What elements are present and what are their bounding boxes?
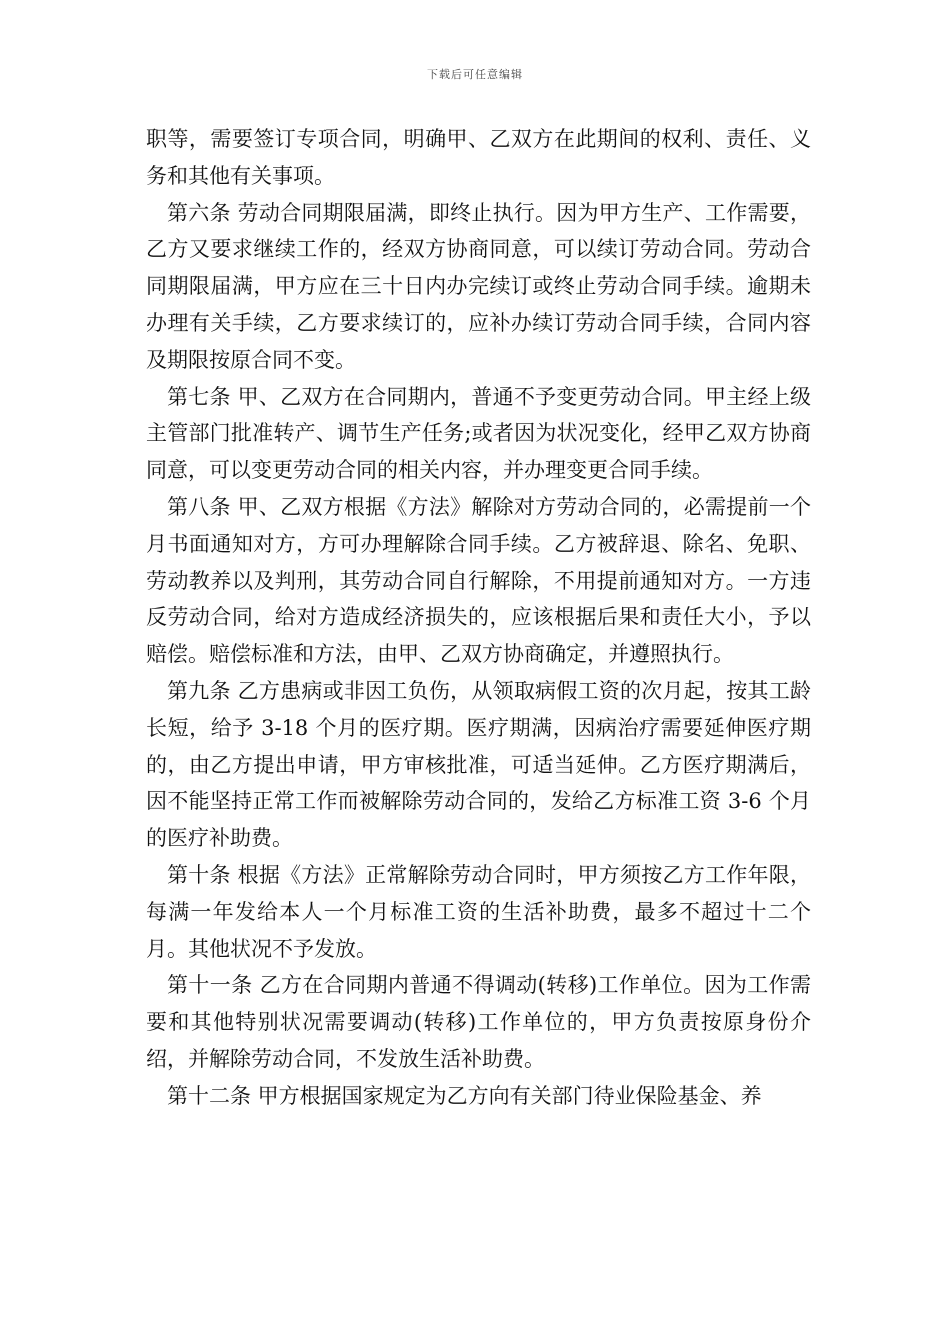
paragraph-continuation: 职等，需要签订专项合同，明确甲、乙双方在此期间的权利、责任、义务和其他有关事项。 <box>146 127 811 188</box>
header-note: 下载后可任意编辑 <box>427 68 523 81</box>
paragraph-article-6: 第六条 劳动合同期限届满，即终止执行。因为甲方生产、工作需要，乙方又要求继续工作的，经双方协商同意，可以续订劳动合同。劳动合同期限届满，甲方应在三十日内办完续订或终止劳动合同手续。逾期未办理有关手续，乙方要求续订的，应补办续订劳动合同手续，合同内容及期限按原合同不变。 <box>146 200 811 372</box>
paragraph-article-11: 第十一条 乙方在合同期内普通不得调动(转移)工作单位。因为工作需要和其他特别状况需要调动(转移)工作单位的，甲方负责按原身份介绍，并解除劳动合同，不发放生活补助费。 <box>146 973 811 1071</box>
paragraph-article-10: 第十条 根据《方法》正常解除劳动合同时，甲方须按乙方工作年限，每满一年发给本人一个月标准工资的生活补助费，最多不超过十二个月。其他状况不予发放。 <box>146 862 811 961</box>
paragraph-article-9: 第九条 乙方患病或非因工负伤，从领取病假工资的次月起，按其工龄长短，给予 3-18 个月的医疗期。医疗期满，因病治疗需要延伸医疗期的，由乙方提出申请，甲方审核批准，可适当延伸。乙方医疗期满后，因不能坚持正常工作而被解除劳动合同的，发给乙方标准工资 3-6 个月的医疗补助费。 <box>146 678 811 851</box>
paragraph-article-8: 第八条 甲、乙双方根据《方法》解除对方劳动合同的，必需提前一个月书面通知对方，方可办理解除合同手续。乙方被辞退、除名、免职、劳动教养以及判刑，其劳动合同自行解除，不用提前通知对方。一方违反劳动合同，给对方造成经济损失的，应该根据后果和责任大小，予以赔偿。赔偿标准和方法，由甲、乙双方协商确定，并遵照执行。 <box>146 494 811 667</box>
paragraph-article-7: 第七条 甲、乙双方在合同期内，普通不予变更劳动合同。甲主经上级主管部门批准转产、调节生产任务;或者因为状况变化，经甲乙双方协商同意，可以变更劳动合同的相关内容，并办理变更合同手续。 <box>146 384 811 483</box>
document-body <box>146 121 811 1115</box>
paragraph-article-12: 第十二条 甲方根据国家规定为乙方向有关部门待业保险基金、养 <box>167 1083 762 1108</box>
